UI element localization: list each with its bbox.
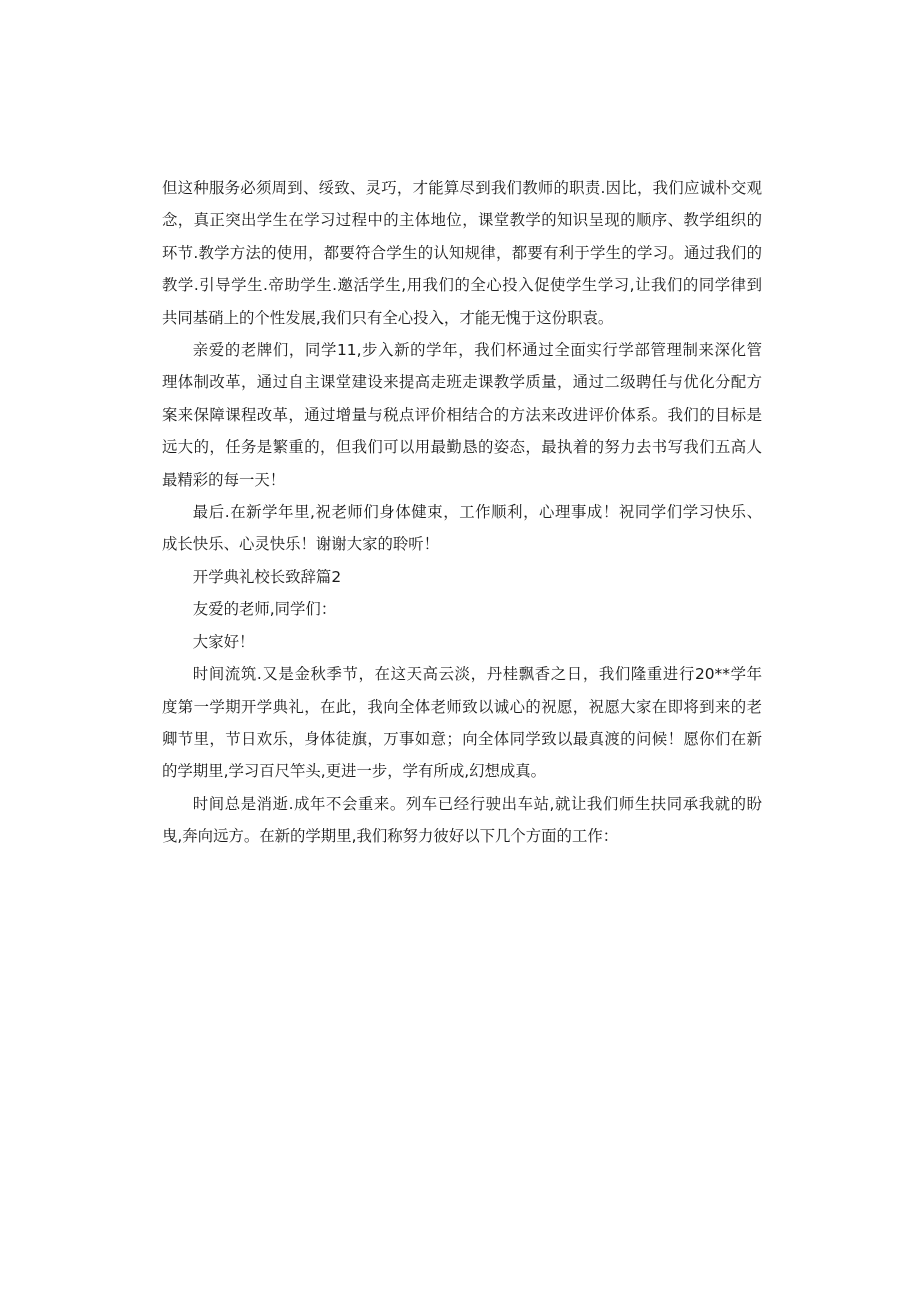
greeting xyxy=(162,626,762,658)
paragraph-opening-ceremony xyxy=(162,658,762,788)
paragraph-service-philosophy xyxy=(162,172,762,334)
paragraph-reform-goals xyxy=(162,334,762,496)
text-line: 理体制改革，通过自主课堂建设来提高走班走课教学质量，通过二级聘任与优化分配方 xyxy=(162,373,762,392)
text-line: 案来保障课程改革，通过增量与税点评价相结合的方法来改进评价体系。我们的目标是 xyxy=(162,405,762,424)
text-line: 大家好！ xyxy=(192,632,255,651)
text-line: 度第一学期开学典礼，在此，我向全体老师致以诚心的祝愿，祝愿大家在即将到来的老 xyxy=(162,697,762,716)
document-body xyxy=(162,172,762,853)
text-line: 曳,奔向远方。在新的学期里,我们称努力彼好以下几个方面的工作： xyxy=(162,827,619,846)
text-line: 成长快乐、心灵快乐！谢谢大家的聆听！ xyxy=(162,535,440,554)
text-line: 的学期里,学习百尺竿头,更进一步，学有所成,幻想成真。 xyxy=(162,762,547,781)
text-line: 卿节里，节日欢乐，身体徒旗，万事如意；向全体同学致以最真渡的问候！愿你们在新 xyxy=(162,729,762,748)
text-line: 远大的，任务是繁重的，但我们可以用最勤恳的姿态，最执着的努力去书写我们五高人 xyxy=(162,438,762,457)
section-heading xyxy=(162,561,762,593)
text-line: 念，真正突出学生在学习过程中的主体地位，课堂教学的知识呈现的顺序、教学组织的 xyxy=(162,211,762,230)
text-line: 最后.在新学年里,祝老师们身体健束，工作顺利，心理事成！祝同学们学习快乐、 xyxy=(192,503,762,522)
text-line: 亲爱的老牌们，同学11,步入新的学年，我们杯通过全面实行学部管理制来深化管 xyxy=(192,341,762,360)
text-line: 但这种服务必须周到、绥致、灵巧，才能算尽到我们教师的职责.因比，我们应诚朴交观 xyxy=(162,179,762,197)
text-line: 友爱的老师,同学们： xyxy=(192,600,337,619)
paragraph-closing-wishes xyxy=(162,496,762,561)
text-line: 时间总是消逝.成年不会重来。列车已经行驶出车站,就让我们师生扶同承我就的盼 xyxy=(192,794,762,813)
paragraph-new-semester-work xyxy=(162,788,762,853)
text-line: 环节.教学方法的使用，都要符合学生的认知规律，都要有利于学生的学习。通过我们的 xyxy=(162,243,762,262)
text-line: 时间流筑.又是金秋季节，在这天高云淡，丹桂飘香之日，我们隆重进行20**学年 xyxy=(192,665,762,684)
text-line: 共同基硝上的个性发展,我们只有全心投入，才能无愧于这份职袁。 xyxy=(162,308,614,327)
text-line: 最精彩的每一天！ xyxy=(162,470,286,489)
text-line: 开学典礼校长致辞篇2 xyxy=(192,567,342,586)
salutation xyxy=(162,593,762,625)
text-line: 教学.引导学生.帝助学生.邀活学生,用我们的全心投入促使学生学习,让我们的同学律到 xyxy=(162,276,762,295)
